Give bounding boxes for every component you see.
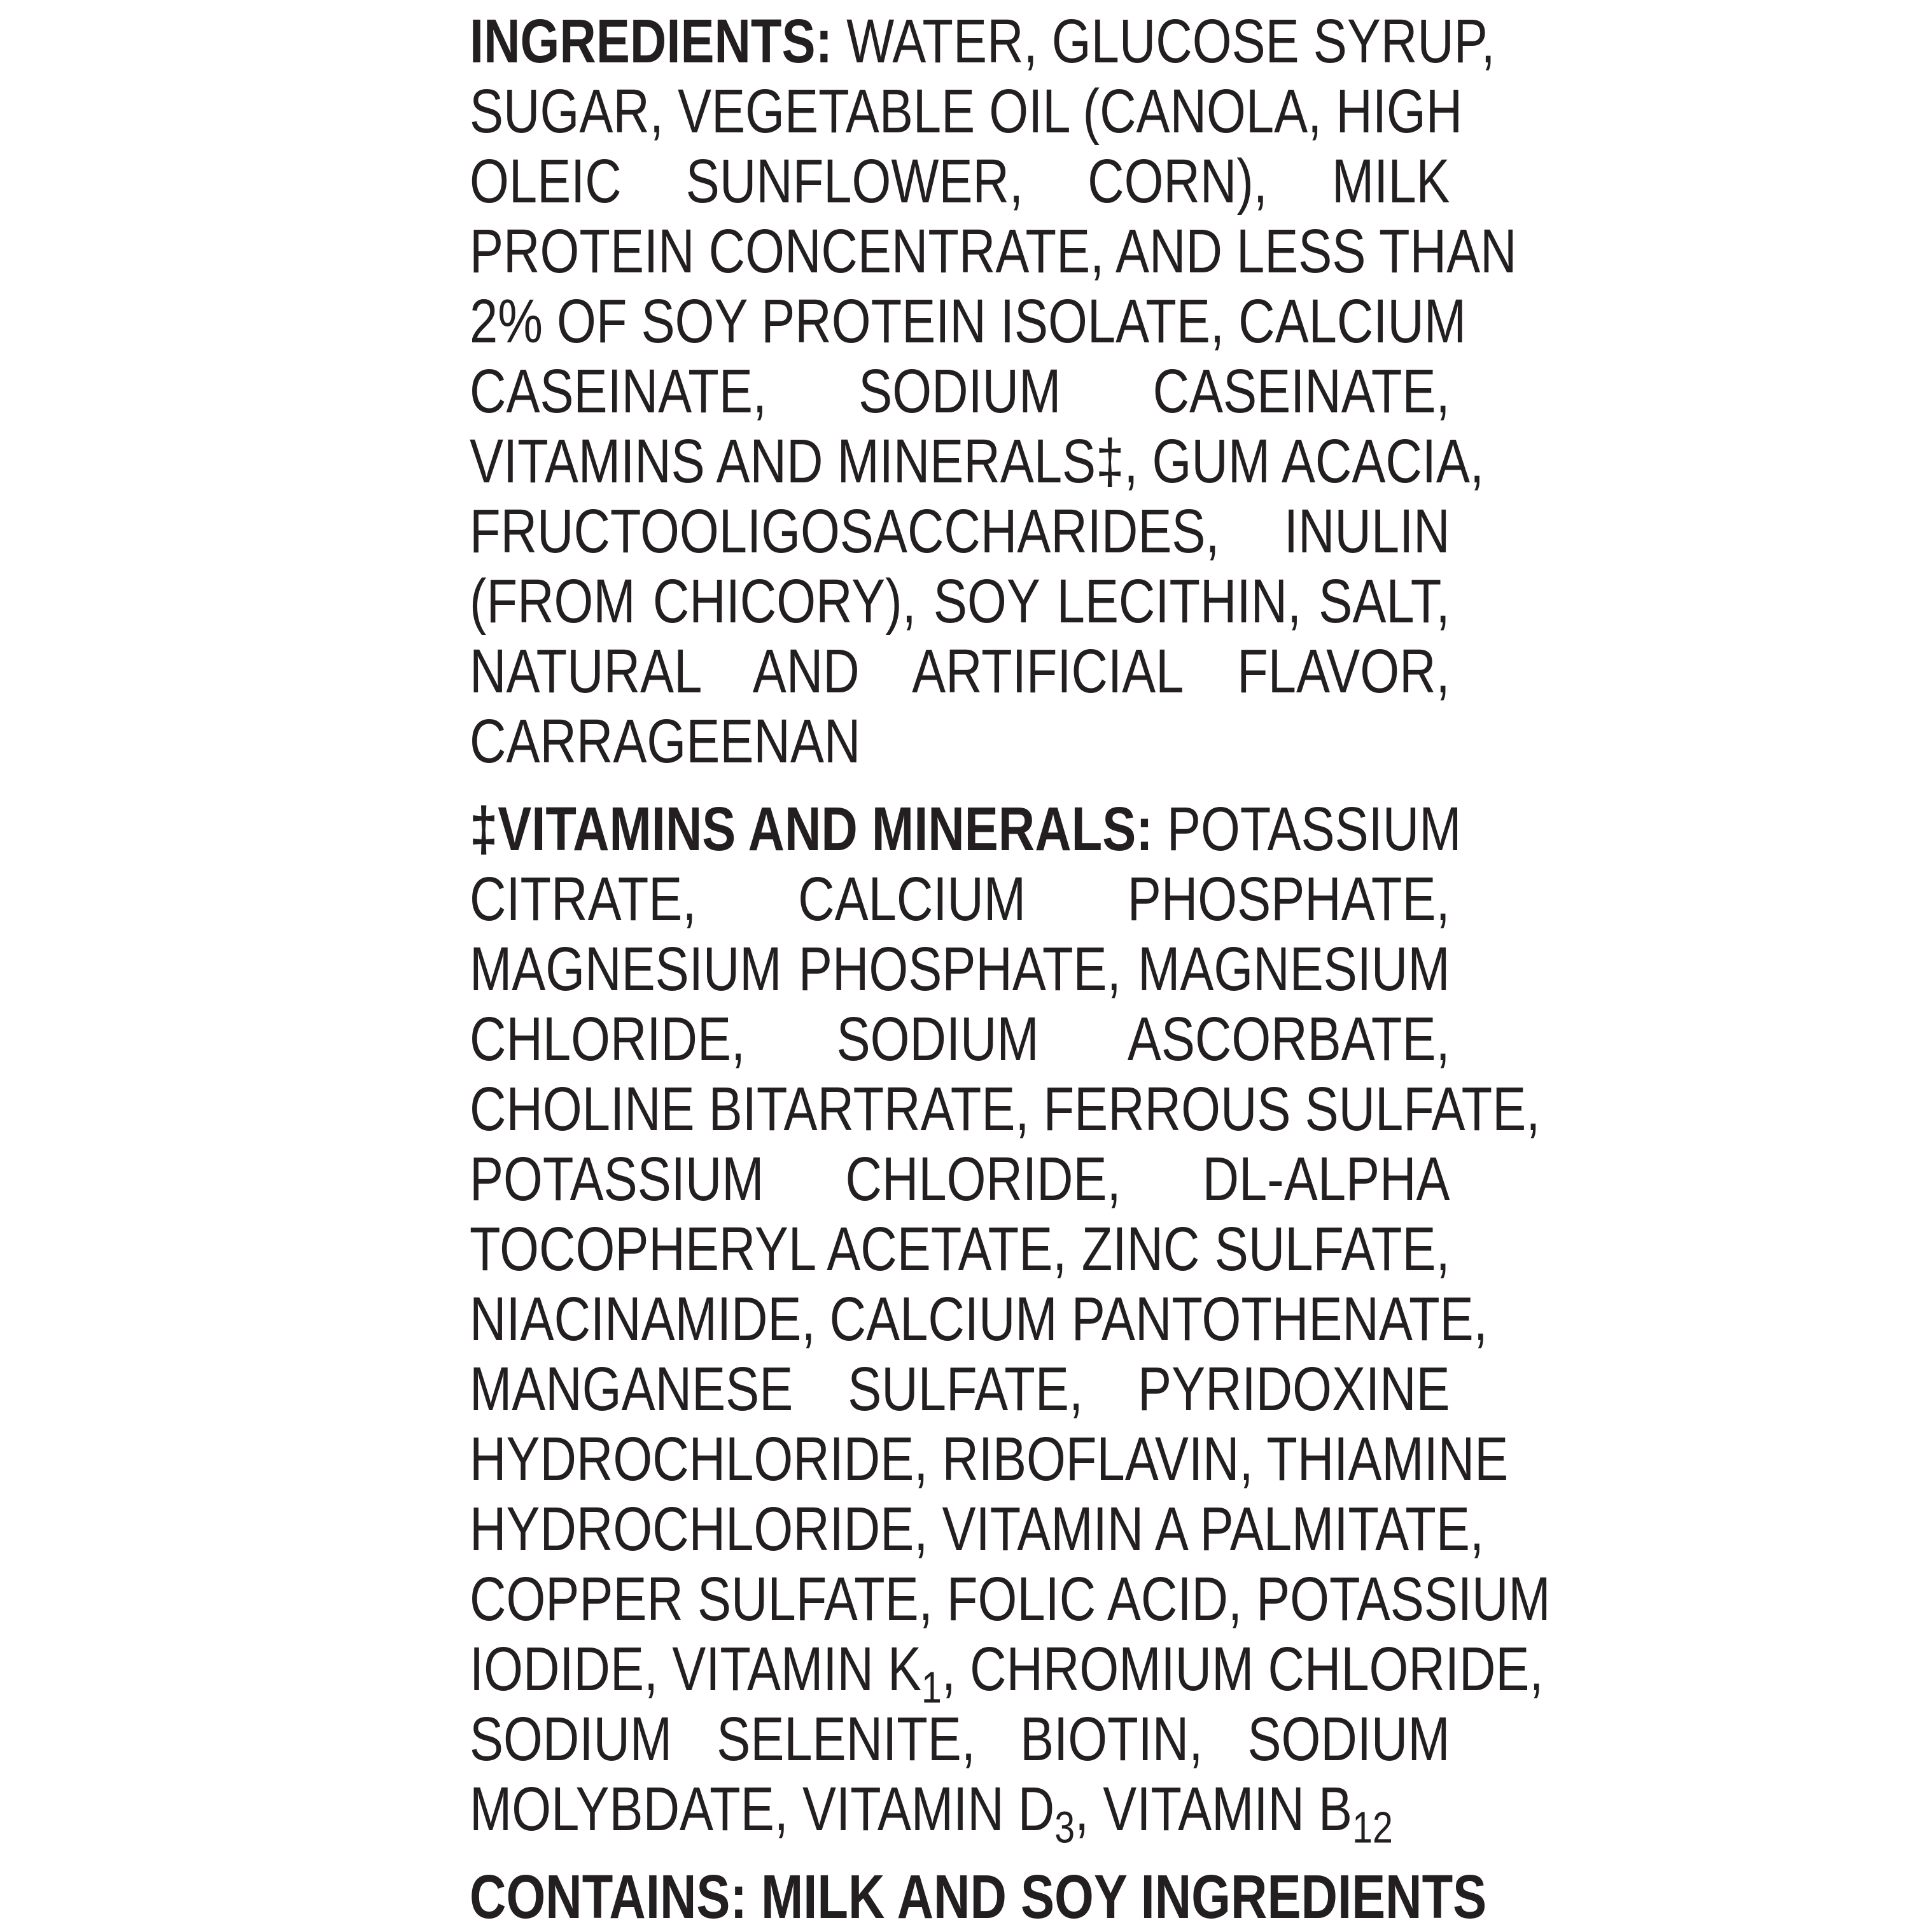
vitamins-line: HYDROCHLORIDE, VITAMIN A PALMITATE, [470, 1494, 1484, 1564]
ingredients-line: NATURAL AND ARTIFICIAL FLAVOR, [470, 636, 1450, 706]
vitamins-line: COPPER SULFATE, FOLIC ACID, POTASSIUM [470, 1564, 1551, 1634]
vitamins-line: CHLORIDE, SODIUM ASCORBATE, [470, 1004, 1450, 1074]
vitamins-line [470, 1774, 1450, 1852]
vitamin-d-text: MOLYBDATE, VITAMIN D [470, 1774, 1055, 1844]
ingredients-line: 2% OF SOY PROTEIN ISOLATE, CALCIUM [470, 286, 1467, 356]
vitamin-k-text: IODIDE, VITAMIN K [470, 1634, 922, 1704]
subscript: 3 [1054, 1802, 1075, 1852]
ingredients-line [470, 6, 1495, 76]
ingredients-line: OLEIC SUNFLOWER, CORN), MILK [470, 146, 1450, 216]
vitamin-b-text: , VITAMIN B [1075, 1774, 1353, 1844]
vitamins-line: NIACINAMIDE, CALCIUM PANTOTHENATE, [470, 1284, 1488, 1354]
vitamins-line: MAGNESIUM PHOSPHATE, MAGNESIUM [470, 934, 1450, 1004]
vitamins-heading: ‡VITAMINS AND MINERALS: [470, 794, 1153, 864]
vitamins-line: SODIUM SELENITE, BIOTIN, SODIUM [470, 1704, 1450, 1774]
chromium-text: , CHROMIUM CHLORIDE, [941, 1634, 1544, 1704]
vitamins-line: TOCOPHERYL ACETATE, ZINC SULFATE, [470, 1214, 1450, 1284]
ingredients-line: CASEINATE, SODIUM CASEINATE, [470, 356, 1450, 426]
ingredients-heading: INGREDIENTS: [470, 6, 833, 76]
ingredients-line: SUGAR, VEGETABLE OIL (CANOLA, HIGH [470, 76, 1463, 146]
ingredients-line: PROTEIN CONCENTRATE, AND LESS THAN [470, 216, 1517, 286]
ingredients-line: VITAMINS AND MINERALS‡, GUM ACACIA, [470, 426, 1485, 496]
section-spacer [470, 1844, 1450, 1862]
vitamins-line [470, 794, 1462, 864]
contains-statement: CONTAINS: MILK AND SOY INGREDIENTS [470, 1862, 1487, 1931]
ingredients-line: CARRAGEENAN [470, 706, 861, 776]
subscript: 12 [1352, 1802, 1393, 1852]
vitamins-section [470, 794, 1551, 1852]
subscript: 1 [921, 1662, 942, 1712]
ingredients-section [470, 6, 1517, 776]
vitamins-line: MANGANESE SULFATE, PYRIDOXINE [470, 1354, 1450, 1424]
vitamins-line: POTASSIUM CHLORIDE, DL-ALPHA [470, 1144, 1450, 1214]
ingredients-line: (FROM CHICORY), SOY LECITHIN, SALT, [470, 566, 1450, 636]
vitamins-line: HYDROCHLORIDE, RIBOFLAVIN, THIAMINE [470, 1424, 1509, 1494]
vitamins-text: POTASSIUM [1152, 794, 1462, 864]
ingredients-text: WATER, GLUCOSE SYRUP, [832, 6, 1495, 76]
vitamins-line: CITRATE, CALCIUM PHOSPHATE, [470, 864, 1450, 934]
vitamins-line: CHOLINE BITARTRATE, FERROUS SULFATE, [470, 1074, 1541, 1144]
ingredient-label [470, 6, 1551, 1932]
vitamins-line [470, 1634, 1544, 1712]
section-spacer [470, 776, 1450, 794]
allergen-section [470, 1862, 1487, 1932]
ingredients-line: FRUCTOOLIGOSACCHARIDES, INULIN [470, 496, 1450, 566]
